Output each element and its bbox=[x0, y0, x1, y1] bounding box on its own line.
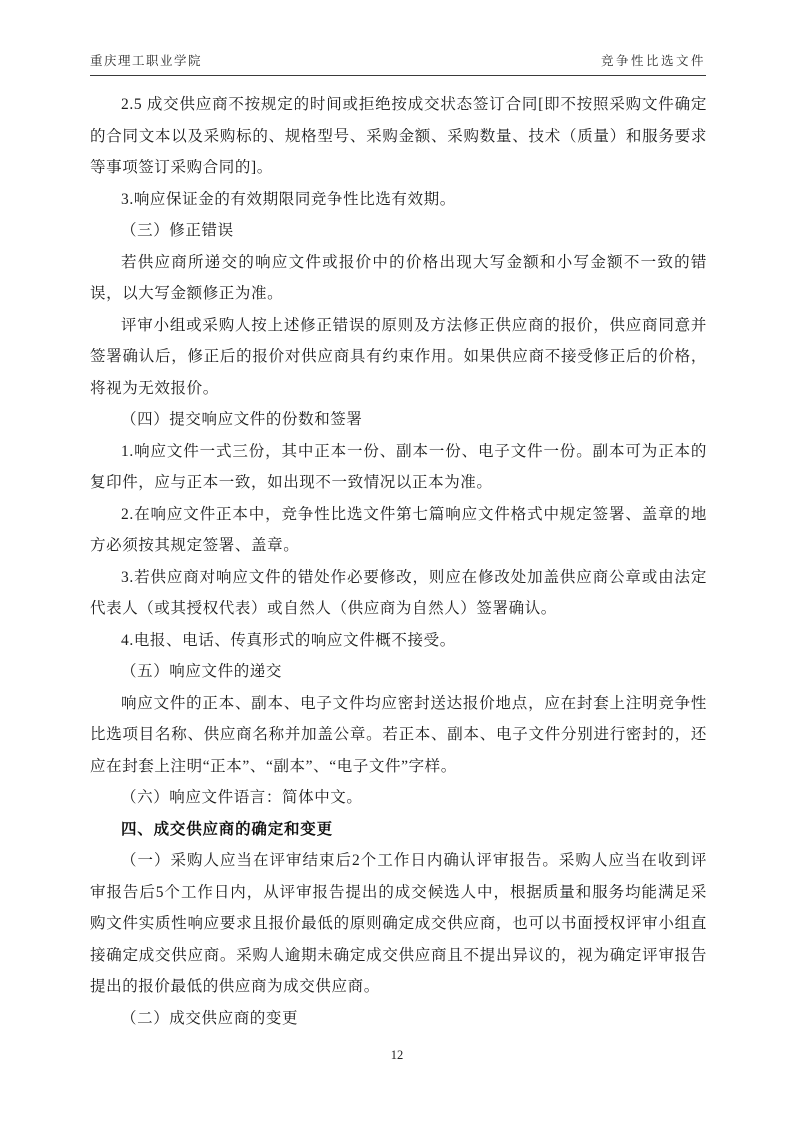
page-footer bbox=[0, 1048, 794, 1063]
header-organization: 重庆理工职业学院 bbox=[90, 54, 203, 68]
paragraph: 3.若供应商对响应文件的错处作必要修改，则应在修改处加盖供应商公章或由法定代表人（或其授权代表）或自然人（供应商为自然人）签署确认。 bbox=[90, 568, 707, 617]
page-number: 12 bbox=[390, 1048, 404, 1062]
header-document-type: 竞争性比选文件 bbox=[600, 54, 706, 68]
page-header bbox=[90, 48, 706, 76]
paragraph: （五）响应文件的递交 bbox=[121, 663, 283, 680]
paragraph: （六）响应文件语言：简体中文。 bbox=[121, 789, 363, 806]
paragraph: （四）提交响应文件的份数和签署 bbox=[121, 411, 363, 428]
paragraph: 4.电报、电话、传真形式的响应文件概不接受。 bbox=[121, 631, 456, 649]
paragraph: 评审小组或采购人按上述修正错误的原则及方法修正供应商的报价，供应商同意并签署确认后，修正后的报价对供应商具有约束作用。如果供应商不接受修正后的价格，将视为无效报价。 bbox=[90, 316, 707, 397]
paragraph: （一）采购人应当在评审结束后2个工作日内确认评审报告。采购人应当在收到评审报告后5个工作日内，从评审报告提出的成交候选人中，根据质量和服务均能满足采购文件实质性响应要求且报价最低的原则确定成交供应商，也可以书面授权评审小组直接确定成交供应商。采购人逾期未确定成交供应商且不提出异议的，视为确定评审报告提出的报价最低的供应商为成交供应商。 bbox=[90, 852, 707, 995]
paragraph: 2.5 成交供应商不按规定的时间或拒绝按成交状态签订合同[即不按照采购文件确定的合同文本以及采购标的、规格型号、采购金额、采购数量、技术（质量）和服务要求等事项签订采购合同的]。 bbox=[90, 96, 707, 176]
paragraph: 若供应商所递交的响应文件或报价中的价格出现大写金额和小写金额不一致的错误，以大写金额修正为准。 bbox=[90, 253, 707, 302]
section-heading: 四、成交供应商的确定和变更 bbox=[121, 820, 333, 838]
document-body bbox=[90, 89, 707, 1034]
paragraph: （三）修正错误 bbox=[121, 222, 234, 239]
paragraph: （二）成交供应商的变更 bbox=[121, 1009, 299, 1027]
paragraph: 1.响应文件一式三份，其中正本一份、副本一份、电子文件一份。副本可为正本的复印件，应与正本一致，如出现不一致情况以正本为准。 bbox=[90, 442, 707, 491]
paragraph: 2.在响应文件正本中，竞争性比选文件第七篇响应文件格式中规定签署、盖章的地方必须按其规定签署、盖章。 bbox=[90, 505, 707, 554]
paragraph: 响应文件的正本、副本、电子文件均应密封送达报价地点，应在封套上注明竞争性比选项目名称、供应商名称并加盖公章。若正本、副本、电子文件分别进行密封的，还应在封套上注明“正本”、“副本”、“电子文件”字样。 bbox=[90, 694, 707, 775]
paragraph: 3.响应保证金的有效期限同竞争性比选有效期。 bbox=[121, 190, 456, 208]
